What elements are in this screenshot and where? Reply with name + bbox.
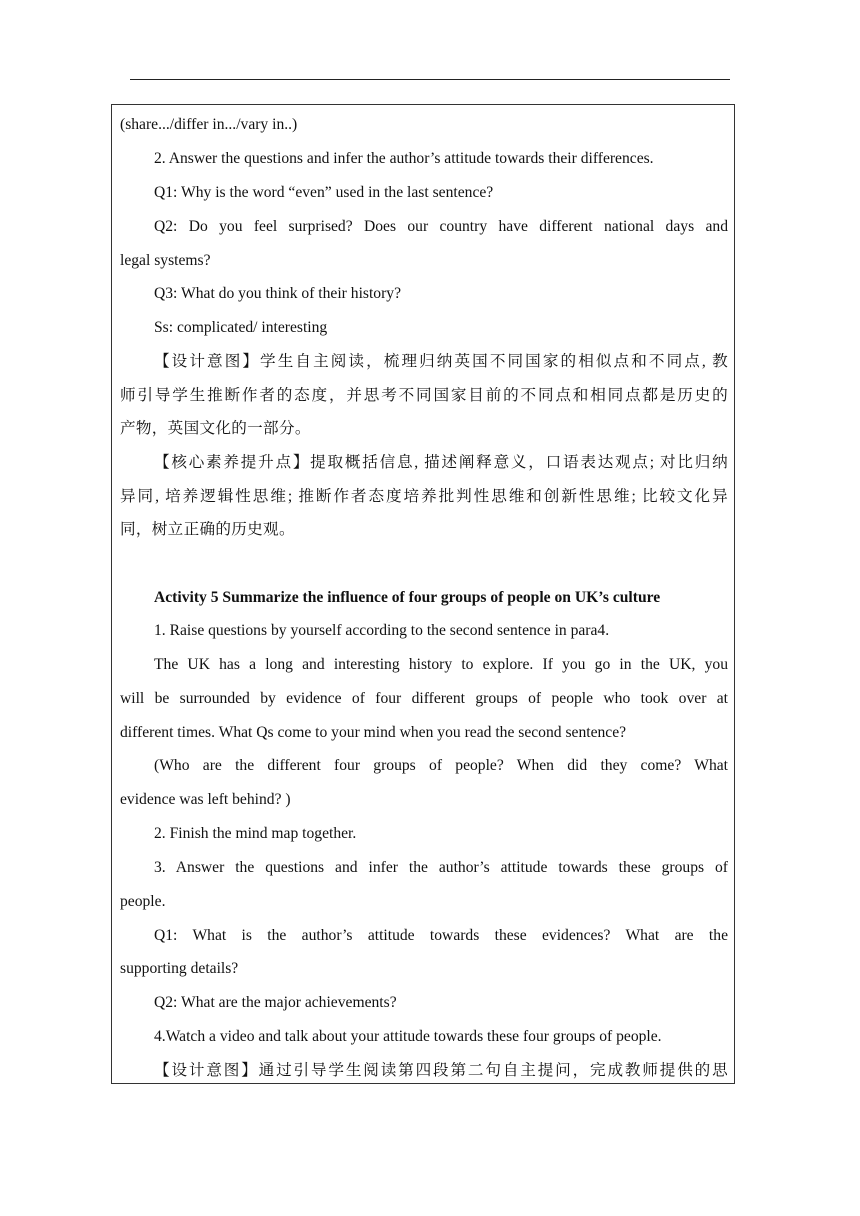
text-line-q2-achievements: Q2: What are the major achievements? bbox=[154, 994, 397, 1011]
text-line-q3: Q3: What do you think of their history? bbox=[154, 285, 402, 302]
text-line-design-intent-3: 产物，英国文化的一部分。 bbox=[120, 420, 311, 437]
text-line-task-2: 2. Answer the questions and infer the author’s attitude towards their differences. bbox=[154, 150, 654, 167]
text-line-questions-2: evidence was left behind? ) bbox=[120, 791, 291, 808]
text-line-q1-attitude: Q1: What is the author’s attitude towards these evidences? What are the bbox=[154, 927, 728, 944]
text-line-passage-1: The UK has a long and interesting history to explore. If you go in the UK, you bbox=[154, 656, 728, 673]
text-line-passage-3: different times. What Qs come to your mind when you read the second sentence? bbox=[120, 724, 627, 741]
header-rule bbox=[130, 79, 730, 80]
text-line-core-literacy-3: 同，树立正确的历史观。 bbox=[120, 521, 295, 538]
text-line-ss: Ss: complicated/ interesting bbox=[154, 319, 328, 336]
text-line-task-3: 3. Answer the questions and infer the author’s attitude towards these groups of bbox=[154, 859, 728, 876]
text-line-design-intent-1: 【设计意图】学生自主阅读，梳理归纳英国不同国家的相似点和不同点, 教 bbox=[154, 353, 728, 370]
text-line-q1-attitude-cont: supporting details? bbox=[120, 960, 239, 977]
text-line-questions-1: (Who are the different four groups of people? When did they come? What bbox=[154, 757, 728, 774]
activity-5-heading: Activity 5 Summarize the influence of four groups of people on UK’s culture bbox=[154, 589, 661, 606]
text-line-q1: Q1: Why is the word “even” used in the last sentence? bbox=[154, 184, 494, 201]
text-line-q2-cont: legal systems? bbox=[120, 252, 211, 269]
text-line-core-literacy-2: 异同, 培养逻辑性思维; 推断作者态度培养批判性思维和创新性思维; 比较文化异 bbox=[120, 488, 728, 505]
text-line-design-intent-4: 【设计意图】通过引导学生阅读第四段第二句自主提问，完成教师提供的思 bbox=[154, 1062, 728, 1079]
text-line-task-3-cont: people. bbox=[120, 893, 166, 910]
text-line-core-literacy-1: 【核心素养提升点】提取概括信息, 描述阐释意义，口语表达观点; 对比归纳 bbox=[154, 454, 728, 471]
text-line-passage-2: will be surrounded by evidence of four different groups of people who took over at bbox=[120, 690, 728, 707]
text-line-task-4: 4.Watch a video and talk about your attitude towards these four groups of people. bbox=[154, 1028, 662, 1045]
text-line-design-intent-2: 师引导学生推断作者的态度，并思考不同国家目前的不同点和相同点都是历史的 bbox=[120, 387, 728, 404]
text-line-task-2-mindmap: 2. Finish the mind map together. bbox=[154, 825, 357, 842]
text-line-task-1: 1. Raise questions by yourself according to the second sentence in para4. bbox=[154, 622, 610, 639]
text-line-share-hint: (share.../differ in.../vary in..) bbox=[120, 116, 298, 133]
content-box bbox=[111, 104, 735, 1084]
text-line-q2: Q2: Do you feel surprised? Does our country have different national days and bbox=[154, 218, 728, 235]
